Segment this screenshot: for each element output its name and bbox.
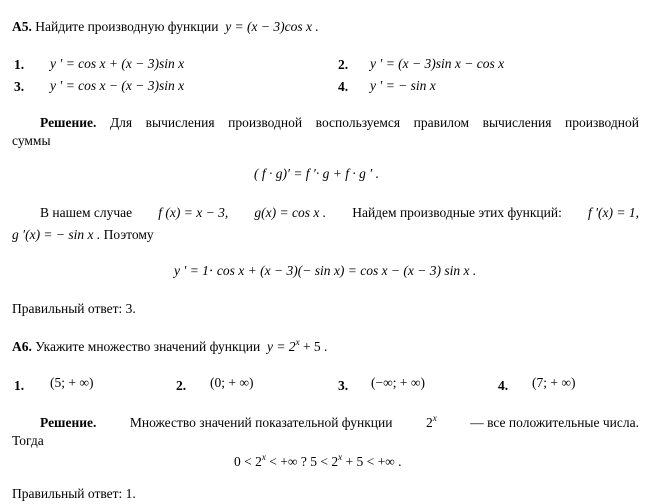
a6-option-4-expr: (7; + ∞) bbox=[532, 375, 576, 390]
a5-case-line bbox=[40, 205, 639, 221]
a6-solution-label: Решение. bbox=[40, 415, 97, 430]
a5-solution-text-2: суммы bbox=[12, 133, 51, 148]
a6-solution-text-1: Множество значений показательной функции bbox=[129, 415, 393, 430]
a5-solution-text-1: Для вычисления производной воспользуемся правилом вычисления производной bbox=[109, 115, 639, 130]
a5-option-3 bbox=[14, 79, 24, 95]
a5-option-1 bbox=[14, 57, 24, 73]
task-a6-function-base: y = 2 bbox=[266, 339, 296, 354]
a6-ineq-a-exp: x bbox=[261, 452, 266, 462]
a5-solution-label: Решение. bbox=[40, 115, 97, 130]
a6-ineq-c: + 5 < +∞ . bbox=[345, 454, 402, 469]
task-a6-function bbox=[267, 339, 327, 354]
a5-g-prime: g ′(x) = − sin x . bbox=[12, 227, 101, 242]
a5-sum-rule: ( f · g)′ = f ′· g + f · g ′ . bbox=[254, 166, 379, 181]
a5-find-text: Найдем производные этих функций: bbox=[352, 205, 562, 220]
a5-answer: Правильный ответ: 3. bbox=[12, 301, 136, 316]
a6-option-2-num: 2. bbox=[176, 378, 187, 393]
a6-option-3-num-wrap bbox=[338, 378, 348, 394]
a6-option-2-num-wrap bbox=[176, 378, 186, 394]
a6-option-4-num: 4. bbox=[498, 378, 509, 393]
a6-inequality bbox=[234, 454, 402, 470]
a5-derivation: y ′ = 1⋅ cos x + (x − 3)(− sin x) = cos x − (x − 3) sin x . bbox=[174, 263, 477, 278]
task-a5-label: А5. bbox=[12, 19, 32, 34]
a5-g-prime-line bbox=[12, 227, 154, 243]
task-a6-question: Укажите множество значений функции bbox=[35, 339, 261, 354]
a5-option-2-expr: y ′ = (x − 3)sin x − cos x bbox=[370, 56, 505, 71]
task-a6-function-exp: x bbox=[295, 337, 300, 347]
a5-option-4 bbox=[338, 79, 348, 95]
task-a6-label: А6. bbox=[12, 339, 32, 354]
a5-option-4-num: 4. bbox=[338, 79, 349, 94]
a6-option-1-num: 1. bbox=[14, 378, 25, 393]
a5-option-1-expr: y ′ = cos x + (x − 3)sin x bbox=[50, 56, 185, 71]
a6-option-1-expr: (5; + ∞) bbox=[50, 375, 94, 390]
a6-option-1-num-wrap bbox=[14, 378, 24, 394]
a5-f-prime: f ′(x) = 1, bbox=[587, 205, 639, 220]
task-a6-function-tail: + 5 . bbox=[302, 339, 328, 354]
a6-option-2-expr: (0; + ∞) bbox=[210, 375, 254, 390]
a5-option-3-expr: y ′ = cos x − (x − 3)sin x bbox=[50, 78, 185, 93]
task-a5-header bbox=[12, 19, 319, 35]
a6-solution-base: 2 bbox=[425, 415, 433, 430]
a5-option-3-num: 3. bbox=[14, 79, 25, 94]
a6-then: Тогда bbox=[12, 433, 44, 448]
a5-option-2 bbox=[338, 57, 348, 73]
a6-option-4-num-wrap bbox=[498, 378, 508, 394]
a5-option-2-num: 2. bbox=[338, 57, 349, 72]
a5-g-def: g(x) = cos x . bbox=[254, 205, 327, 220]
a6-solution-power bbox=[426, 415, 437, 431]
a5-f-def: f (x) = x − 3, bbox=[158, 205, 229, 220]
a5-option-4-expr: y ′ = − sin x bbox=[370, 78, 436, 93]
a6-ineq-a: 0 < 2 bbox=[234, 454, 262, 469]
a6-ineq-b-exp: x bbox=[338, 452, 343, 462]
a5-solution-line-1 bbox=[40, 115, 639, 131]
task-a5-question: Найдите производную функции bbox=[35, 19, 219, 34]
a5-therefore: Поэтому bbox=[103, 227, 154, 242]
a6-solution-line-1 bbox=[40, 415, 639, 431]
task-a5-function: y = (x − 3)cos x . bbox=[225, 19, 319, 34]
task-a6-header bbox=[12, 339, 327, 355]
a5-case-intro: В нашем случае bbox=[40, 205, 133, 220]
a6-answer: Правильный ответ: 1. bbox=[12, 486, 136, 501]
a6-option-3-expr: (−∞; + ∞) bbox=[371, 375, 425, 390]
a6-solution-exp: x bbox=[432, 413, 437, 423]
a6-option-3-num: 3. bbox=[338, 378, 349, 393]
a6-solution-text-2: — все положительные числа. bbox=[470, 415, 639, 430]
a5-option-1-num: 1. bbox=[14, 57, 25, 72]
a6-ineq-b: < +∞ ? 5 < 2 bbox=[269, 454, 339, 469]
